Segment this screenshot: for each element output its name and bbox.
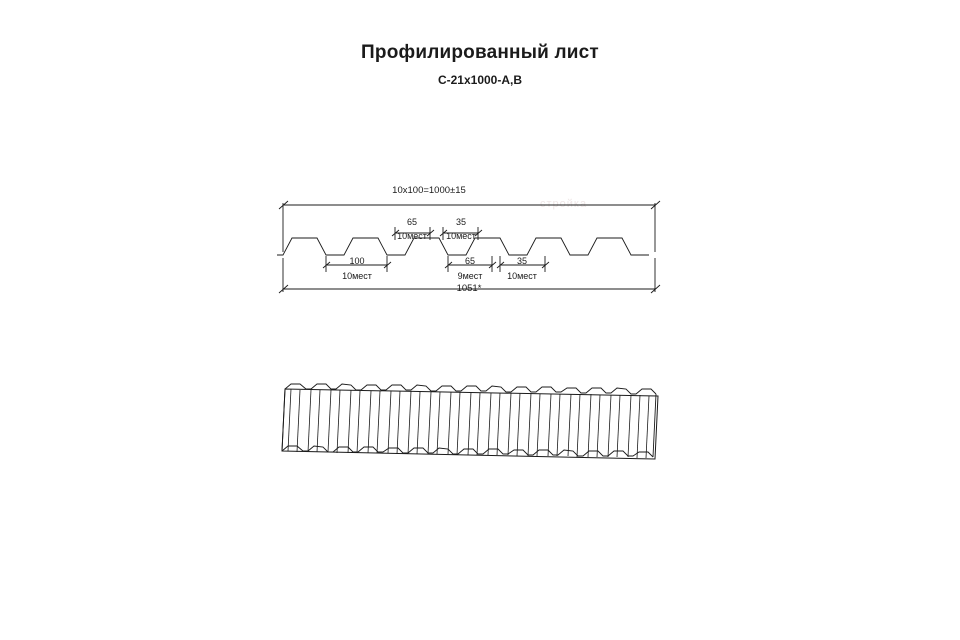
dimension-label-overall-top: 10x100=1000±15	[392, 185, 466, 196]
dimension-label-upper-right-value: 35	[455, 217, 467, 227]
dimension-label-lower-right-value: 35	[516, 256, 528, 266]
dimension-label-lower-left-count: 10мест	[342, 271, 372, 281]
page-title: Профилированный лист	[361, 42, 599, 63]
dimension-overall-top	[279, 201, 660, 252]
dimension-label-overall-bottom: 1051*	[456, 283, 482, 294]
watermark-text: стройка	[540, 198, 588, 210]
dimension-label-upper-left-value: 65	[406, 217, 418, 227]
profiled-sheet-3d-view	[282, 384, 658, 459]
dimension-label-upper-right-count: 10мест	[446, 231, 476, 241]
dimension-label-lower-right-count: 10мест	[507, 271, 537, 281]
dimension-label-lower-mid-value: 65	[464, 256, 476, 266]
dimension-label-lower-mid-count: 9мест	[457, 271, 483, 281]
dimension-label-upper-left-count: 10мест	[397, 231, 427, 241]
dimension-label-lower-left-value: 100	[349, 256, 365, 266]
page-subtitle: С-21х1000-А,В	[437, 73, 523, 87]
